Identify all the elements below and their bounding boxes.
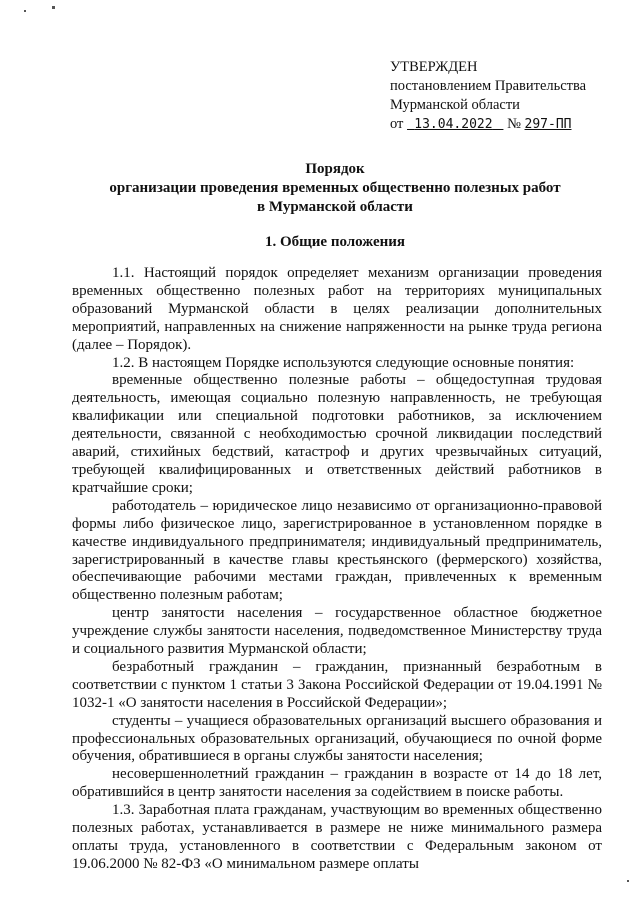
number-prefix: № — [507, 116, 521, 132]
title-line: в Мурманской области — [257, 199, 413, 215]
document-title — [60, 160, 610, 217]
date-field — [407, 116, 503, 132]
scan-speck — [52, 6, 55, 9]
approval-decree-line: постановлением Правительства — [390, 78, 587, 94]
definition-minor: несовершеннолетний гражданин – гражданин в возрасте от 14 до 18 лет, обратившийся в центр занятости населения за содействием в поиске работы. — [72, 766, 602, 801]
definition-public-works: временные общественно полезные работы – общедоступная трудовая деятельность, имеющая социально полезную направленность, не требующая квалификации или специальной подготовки работников, за исключением деятельности, связанной с необходимостью срочной ликвидации последствий аварий, стихийных бедствий, катастроф и других чрезвычайных ситуаций, требующей квалифицированных и ответственных действий работников в кратчайшие сроки; — [72, 372, 602, 496]
title-line: организации проведения временных общественно полезных работ — [109, 180, 561, 196]
approval-block — [390, 58, 630, 134]
date-value: 13.04.2022 — [414, 117, 493, 132]
definition-students: студенты – учащиеся образовательных организаций высшего образования и профессиональных образовательных организаций, обучающиеся по очной форме обучения, обратившиеся в органы службы занятости населения; — [72, 712, 602, 765]
definition-unemployed: безработный гражданин – гражданин, признанный безработным в соответствии с пунктом 1 статьи 3 Закона Российской Федерации от 19.04.1991 № 1032-1 «О занятости населения в Российской Федерации»; — [72, 658, 602, 711]
section-heading: 1. Общие положения — [264, 234, 406, 250]
paragraph-1-3: 1.3. Заработная плата гражданам, участвующим во временных общественно полезных работах, устанавливается в размере не ниже минимального размера оплаты труда, установленного в соответствии с Федеральным законом от 19.06.2000 № 82-ФЗ «О минимальном размере оплаты — [72, 802, 602, 872]
approval-region-line: Мурманской области — [390, 97, 520, 113]
number-value: 297-ПП — [524, 117, 572, 132]
paragraph-1-1: 1.1. Настоящий порядок определяет механизм организации проведения временных общественно полезных работ на территориях муниципальных образований Мурманской области в целях реализации дополнительных мероприятий, направленных на снижение напряженности на рынке труда региона (далее – Порядок). — [72, 265, 602, 353]
definition-employment-center: центр занятости населения – государственное областное бюджетное учреждение службы занятости населения, подведомственное Министерству труда и социального развития Мурманской области; — [72, 605, 602, 658]
paragraph-1-2: 1.2. В настоящем Порядке используются следующие основные понятия: — [112, 354, 575, 371]
document-body — [72, 265, 602, 874]
scan-speck — [24, 10, 26, 12]
title-line: Порядок — [305, 161, 365, 177]
scan-speck — [627, 880, 629, 882]
date-prefix: от — [390, 116, 404, 132]
definition-employer: работодатель – юридическое лицо независимо от организационно-правовой формы либо физическое лицо, зарегистрированное в установленном порядке в качестве индивидуального предпринимателя; индивидуальный предприниматель, зарегистрированный в качестве главы крестьянского (фермерского) хозяйства, обеспечивающие рабочими местами граждан, привлеченных к временным общественно полезным работам; — [72, 497, 602, 604]
approval-heading: УТВЕРЖДЕН — [390, 59, 478, 75]
approval-date-line — [390, 115, 630, 134]
